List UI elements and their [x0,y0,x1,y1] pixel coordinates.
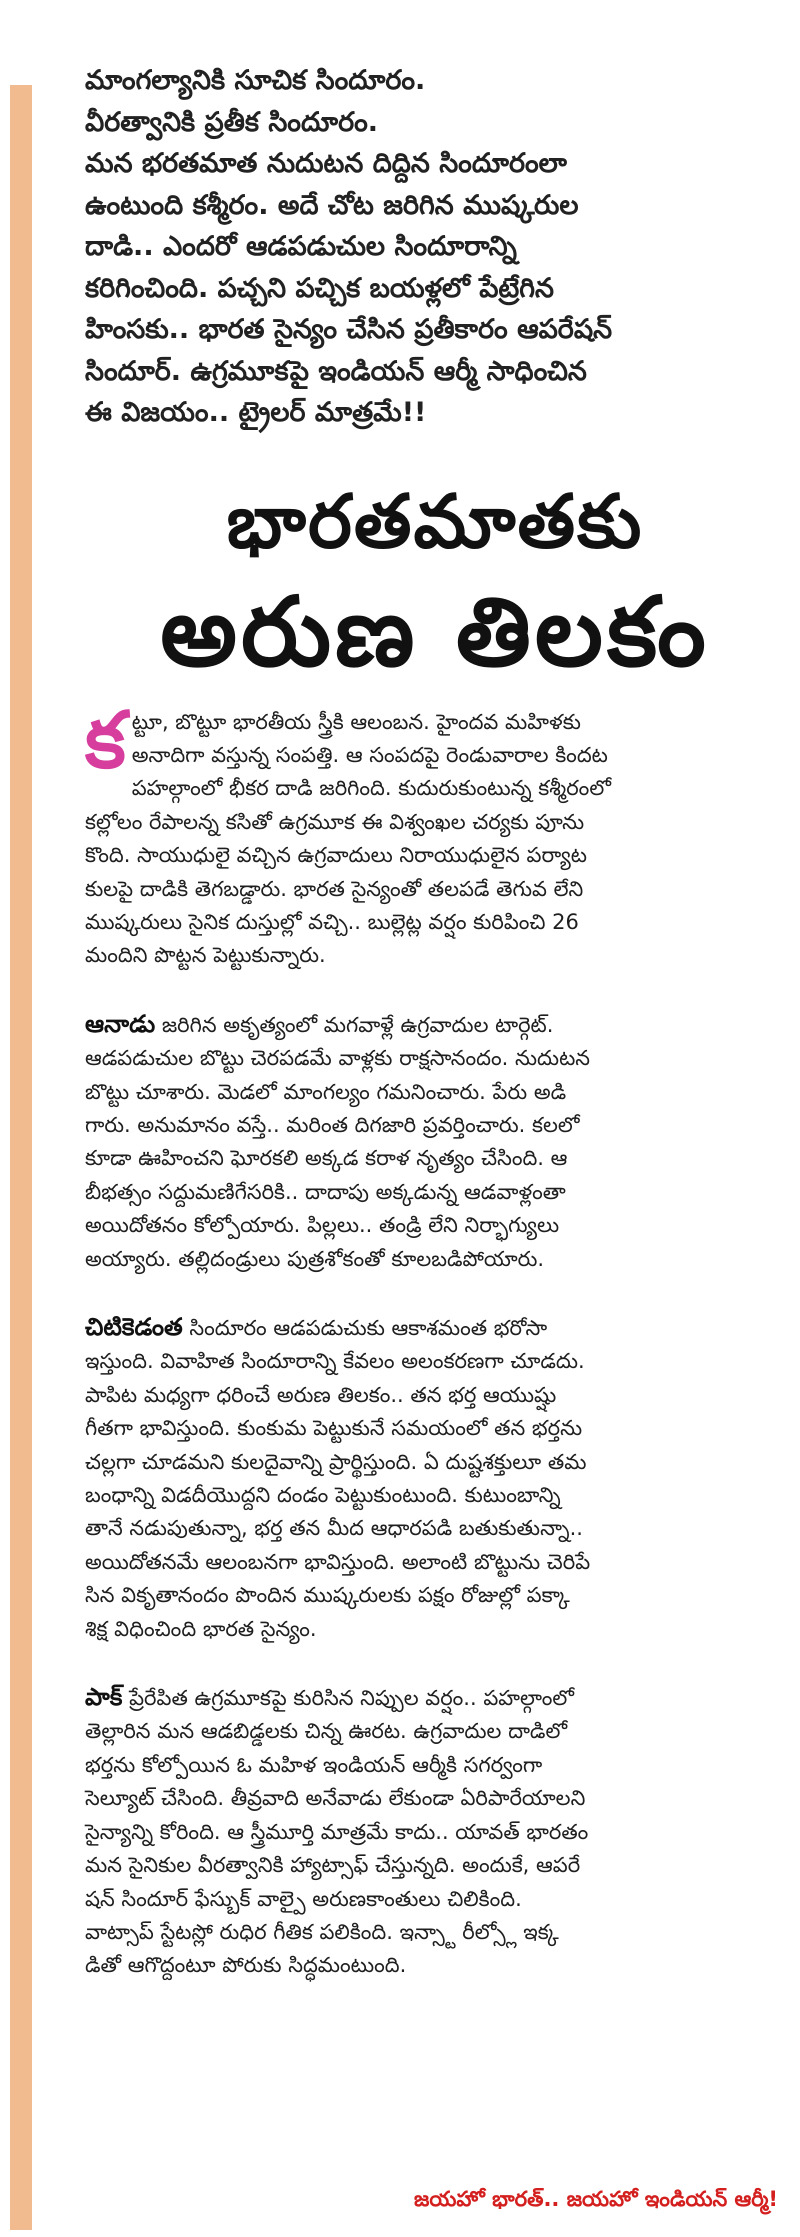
paragraph-3 [85,1311,710,1646]
paragraph-line [85,1311,710,1345]
intro-line: మన భరతమాత నుదుటన దిద్దిన సిందూరంలా [85,148,567,179]
paragraph-2 [85,1008,710,1276]
lead-word: పాక్ [85,1683,123,1712]
paragraph-line: సైన్యాన్ని కోరింది. ఆ స్త్రీమూర్తి మాత్రమే కాదు.. యావత్ భారతం [85,1819,589,1844]
paragraph-line: బీభత్సం సద్దుమణిగేసరికి.. దాదాపు అక్కడున్న ఆడవాళ్లంతా [85,1179,566,1204]
headline [85,472,785,692]
intro-line: ఉంటుంది కశ్మీరం. అదే చోట జరిగిన ముష్కరుల [85,189,579,221]
paragraph-line [85,1681,710,1715]
paragraph-line: బొట్టు చూశారు. మెడలో మాంగల్యం గమనించారు. పేరు అడి [85,1079,567,1104]
paragraph-line-text: ప్రేరేపిత ఉగ్రమూకపై కురిసిన నిప్పుల వర్షం.. పహల్గాంలో [122,1686,574,1711]
paragraph-line: కల్లోలం రేపాలన్న కసితో ఉగ్రమూక ఈ విశ్వంఖల చర్యకు పూను [85,809,585,834]
intro-block [85,60,785,434]
paragraph-line [85,1008,710,1042]
intro-line: దాడి.. ఎందరో ఆడపడుచుల సిందూరాన్ని [85,231,517,262]
paragraph-line: ట్టూ, బొట్టూ భారతీయ స్త్రీకి ఆలంబన. హైందవ మహిళకు [131,709,581,734]
paragraph-line: ఇస్తుంది. వివాహిత సిందూరాన్ని కేవలం అలంకరణగా చూడదు. [85,1349,585,1374]
paragraph-line: ముష్కరులు సైనిక దుస్తుల్లో వచ్చి.. బుల్లెట్ల వర్షం కురిపించి 26 [85,909,579,934]
paragraph-4 [85,1681,710,1983]
paragraph-line: అయిదోతనం కోల్పోయారు. పిల్లలు.. తండ్రి లేని నిర్భాగ్యులు [85,1213,560,1238]
intro-line: కరిగించింది. పచ్చని పచ్చిక బయళ్లలో పేట్రేగిన [85,272,554,304]
headline-line-1: భారతమాతకు [226,478,644,565]
paragraph-line: కూడా ఊహించని ఘోరకలి అక్కడ కరాళ నృత్యం చేసింది. ఆ [85,1146,568,1171]
paragraph-line: సెల్యూట్ చేసింది. తీవ్రవాది అనేవాడు లేకుండా ఏరిపారేయాలని [85,1786,586,1811]
paragraph-line: భర్తను కోల్పోయిన ఓ మహిళ ఇండియన్ ఆర్మీకి సగర్వంగా [85,1752,543,1777]
lead-word: ఆనాడు [85,1009,156,1038]
closing-slogan: జయహో భారత్.. జయహో ఇండియన్ ఆర్మీ! [414,2187,778,2211]
paragraph-line-text: జరిగిన అకృత్యంలో మగవాళ్లే ఉగ్రవాదుల టార్గెట్. [155,1012,554,1037]
intro-line: హింసకు.. భారత సైన్యం చేసిన ప్రతీకారం ఆపరేషన్ [85,314,613,345]
paragraph-line: సిన వికృతానందం పొందిన ముష్కరులకు పక్షం రోజుల్లో పక్కా [85,1583,570,1608]
paragraph-line: ఆడపడుచుల బొట్టు చెరపడమే వాళ్లకు రాక్షసానందం. నుదుటన [85,1046,591,1071]
paragraph-line: పహల్గాంలో భీకర దాడి జరిగింది. కుదురుకుంటున్న కశ్మీరంలో [131,776,611,801]
paragraph-line: గీతగా భావిస్తుంది. కుంకుమ పెట్టుకునే సమయంలో తన భర్తను [85,1416,583,1441]
paragraph-line: అనాదిగా వస్తున్న సంపత్తి. ఆ సంపదపై రెండువారాల కిందట [131,742,608,767]
paragraph-line: శిక్ష విధించింది భారత సైన్యం. [85,1616,317,1641]
headline-line-2: అరుణ తిలకం [160,575,710,688]
paragraph-line: డితో ఆగొద్దంటూ పోరుకు సిద్ధమంటుంది. [85,1953,407,1978]
paragraph-line: అయ్యారు. తల్లిదండ్రులు పుత్రశోకంతో కూలబడిపోయారు. [85,1246,545,1271]
paragraph-line: షన్ సిందూర్ ఫేస్బుక్ వాల్పై అరుణకాంతులు చిలికింది. [85,1886,522,1911]
paragraph-line: కొంది. సాయుధులై వచ్చిన ఉగ్రవాదులు నిరాయుధులైన పర్యాట [85,843,587,868]
lead-word: చిటికెడంత [85,1313,183,1341]
paragraph-1 [85,695,710,973]
paragraph-line: అయిదోతనమే ఆలంబనగా భావిస్తుంది. అలాంటి బొట్టును చెరిపే [85,1549,591,1574]
intro-line: ఈ విజయం.. ట్రైలర్ మాత్రమే!! [85,397,427,428]
decorative-side-bar [10,85,32,2230]
paragraph-line: కులపై దాడికి తెగబడ్డారు. భారత సైన్యంతో తలపడే తెగువ లేని [85,876,584,901]
paragraph-line: చల్లగా చూడమని కులదైవాన్ని ప్రార్థిస్తుంది. ఏ దుష్టశక్తులూ తమ [85,1449,587,1474]
paragraph-line: మందిని పొట్టన పెట్టుకున్నారు. [85,943,326,968]
intro-line: వీరత్వానికి ప్రతీక సిందూరం. [85,106,379,138]
article-body [85,695,710,1983]
paragraph-line: వాట్సాప్ స్టేటస్లో రుధిర గీతిక పలికింది. ఇన్స్టా రీల్స్లో ఇక్క [85,1919,559,1944]
paragraph-line: గారు. అనుమానం వస్తే.. మరింత దిగజారి ప్రవర్తించారు. కలలో [85,1112,580,1137]
paragraph-line-text: సిందూరం ఆడపడుచుకు ఆకాశమంత భరోసా [182,1316,548,1340]
paragraph-line: మన సైనికుల వీరత్వానికి హ్యాట్సాఫ్ చేస్తున్నది. అందుకే, ఆపరే [85,1853,581,1878]
paragraph-line: బంధాన్ని విడదీయొద్దని దండం పెట్టుకుంటుంది. కుటుంబాన్ని [85,1483,561,1508]
article [85,60,785,2018]
paragraph-line: తెల్లారిన మన ఆడబిడ్డలకు చిన్న ఊరట. ఉగ్రవాదుల దాడిలో [85,1719,568,1744]
paragraph-line: తానే నడుపుతున్నా, భర్త తన మీద ఆధారపడి బతుకుతున్నా.. [85,1516,583,1541]
drop-cap: క [85,695,126,786]
intro-line: మాంగల్యానికి సూచిక సిందూరం. [85,65,426,96]
intro-line: సిందూర్. ఉగ్రమూకపై ఇండియన్ ఆర్మీ సాధించిన [85,355,587,387]
paragraph-line: పాపిట మధ్యగా ధరించే అరుణ తిలకం.. తన భర్త ఆయుష్షు [85,1382,557,1407]
